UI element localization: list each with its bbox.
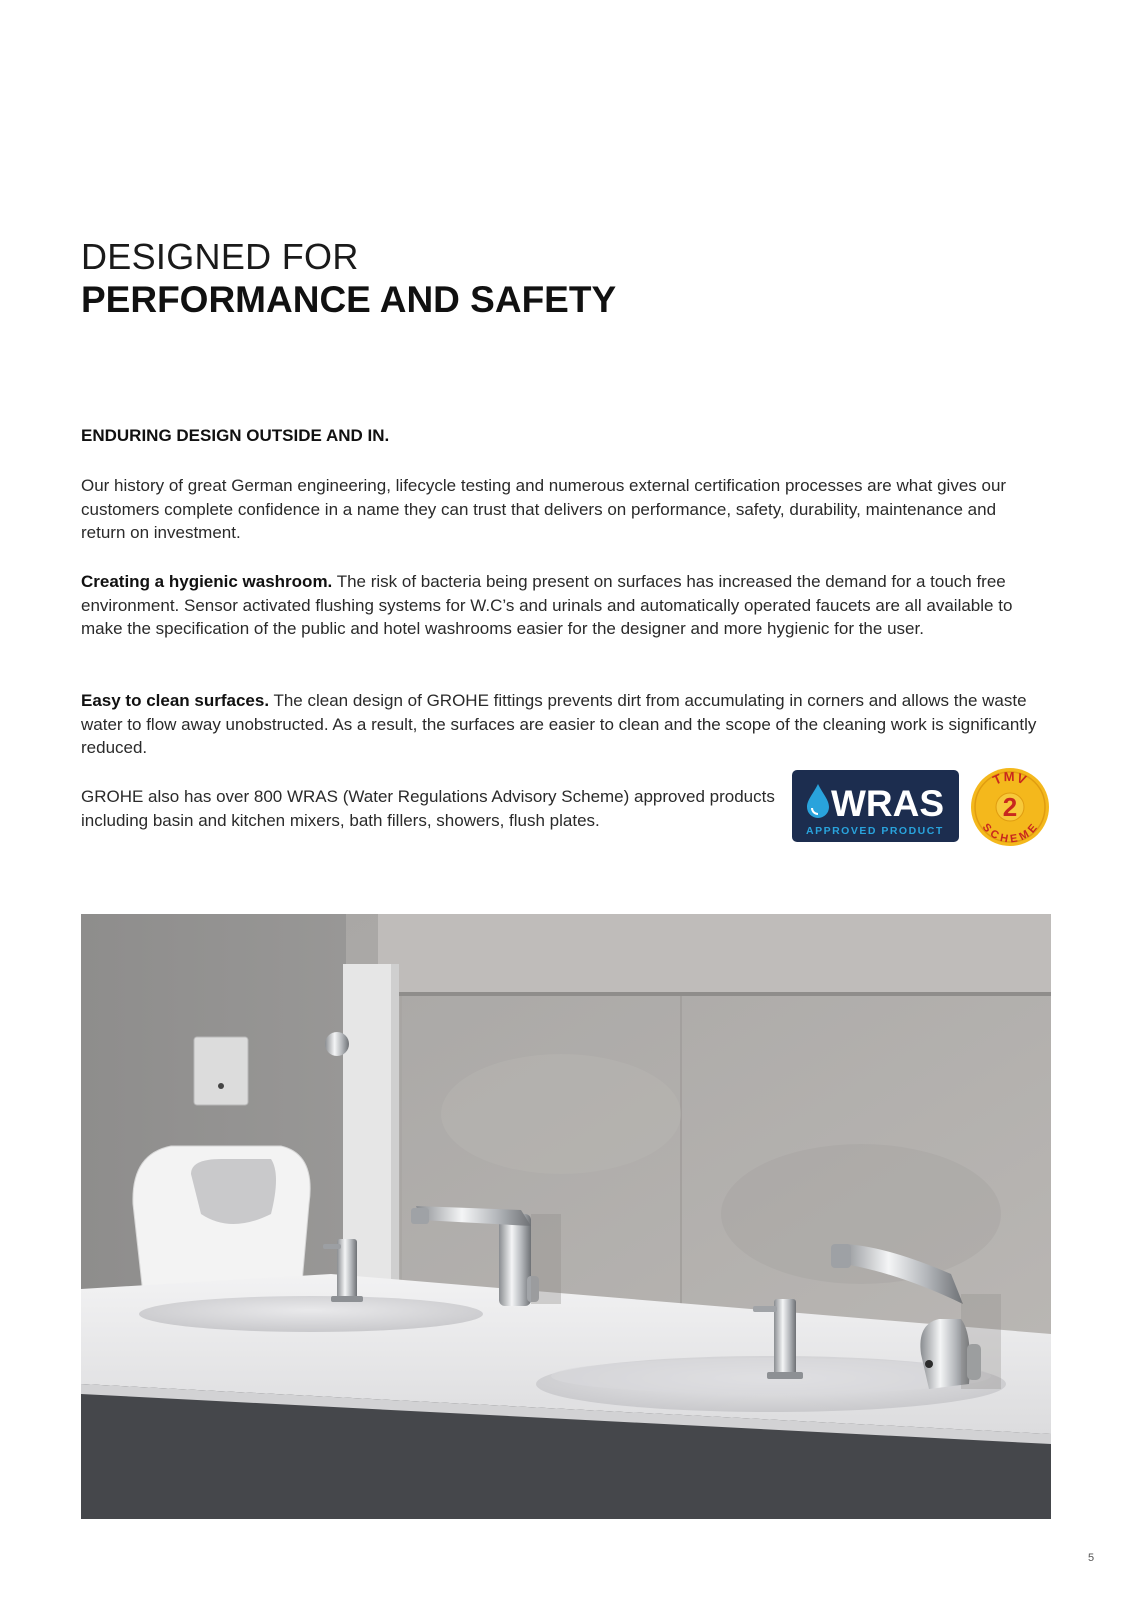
section-heading: ENDURING DESIGN OUTSIDE AND IN. [81,426,390,445]
wras-badge-sub: APPROVED PRODUCT [806,825,944,837]
paragraph-hygienic-body: The risk of bacteria being present on surfaces has increased the demand for a touch free environment. Sensor activated flushing systems for W.C’s and urinals and automatically operated faucets are all available to make the specification of the public and hotel washrooms easier for the designer and more hygienic for the user. [81,572,1013,638]
paragraph-clean-lead: Easy to clean surfaces. [81,691,270,710]
title-line-2: PERFORMANCE AND SAFETY [81,279,617,320]
washroom-photo [81,914,1051,1519]
wras-badge-main: WRAS [831,783,945,824]
paragraph-clean [81,689,1041,760]
title-line-1: DESIGNED FOR [81,236,359,277]
paragraph-hygienic-lead: Creating a hygienic washroom. [81,572,333,591]
paragraph-hygienic [81,570,1041,641]
water-drop-icon [807,784,829,818]
tmv2-scheme-badge [970,767,1050,847]
paragraph-wras: GROHE also has over 800 WRAS (Water Regulations Advisory Scheme) approved products including basin and kitchen mixers, bath fillers, showers, flush plates. [81,787,775,830]
page-number: 5 [1088,1552,1095,1564]
paragraph-clean-body: The clean design of GROHE fittings prevents dirt from accumulating in corners and allows the waste water to flow away unobstructed. As a result, the surfaces are easier to clean and the scope of the cleaning work is significantly reduced. [81,691,1037,757]
wras-badge [792,770,959,842]
tmv-badge-number: 2 [1002,792,1018,822]
page-title [81,236,616,322]
tmv-badge-top: TMV [990,768,1030,788]
tmv-badge-bottom: SCHEME [979,821,1041,846]
paragraph-history: Our history of great German engineering, lifecycle testing and numerous external certification processes are what gives our customers complete confidence in a name they can trust that delivers on performance, safety, durability, maintenance and return on investment. [81,476,1007,542]
